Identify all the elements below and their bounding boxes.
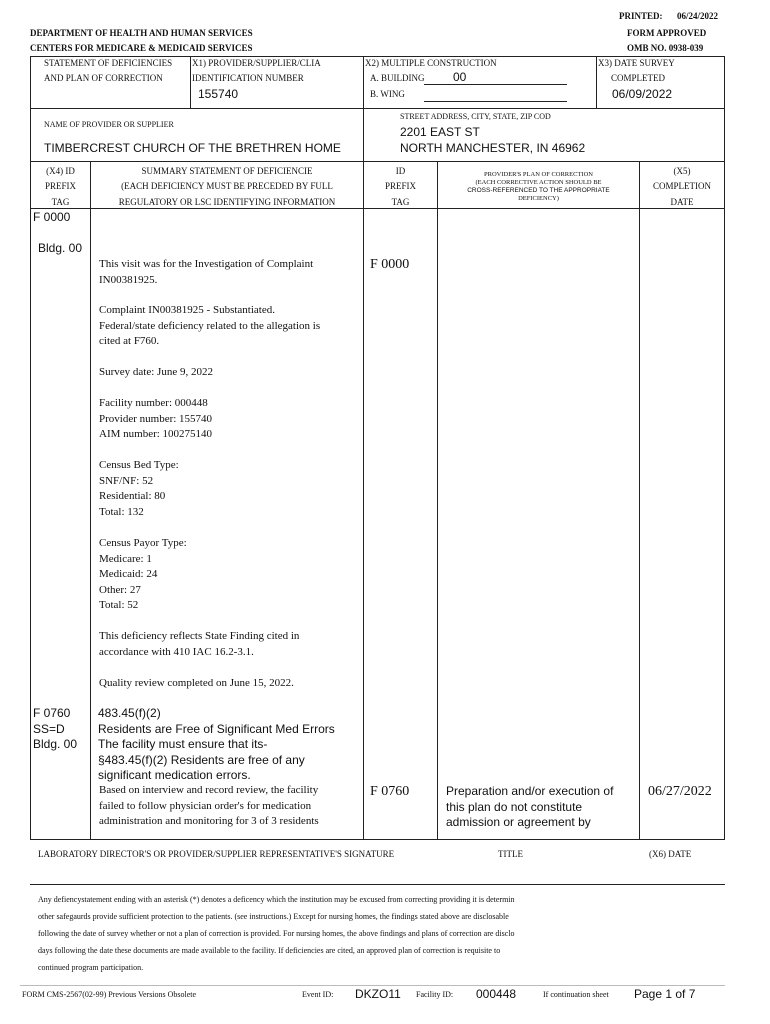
omb-number: OMB NO. 0938-039	[627, 43, 704, 53]
header-left-rule-2	[30, 108, 31, 161]
entry2-completion-date: 06/27/2022	[648, 784, 712, 799]
x1-label-1: X1) PROVIDER/SUPPLIER/CLIA	[192, 58, 321, 68]
header-top-rule	[30, 56, 725, 57]
col-rule-right	[724, 161, 725, 839]
col-rule-4	[639, 161, 640, 839]
header-left-rule	[30, 56, 31, 108]
x5-header-1: (X5)	[673, 166, 691, 176]
survey-completed-date: 06/09/2022	[612, 87, 673, 101]
x2-label: X2) MULTIPLE CONSTRUCTION	[365, 58, 497, 68]
table-bottom-rule	[30, 839, 725, 840]
entry1-paragraph-7: This deficiency reflects State Finding cited in accordance with 410 IAC 16.2-3.1.	[99, 630, 300, 658]
entry1-paragraph-6: Census Payor Type: Medicare: 1 Medicaid: 24 Other: 27 Total: 52	[99, 537, 187, 611]
entry2-tag-block: F 0760 SS=D Bldg. 00	[33, 706, 78, 751]
x3-sub-label: COMPLETED	[611, 73, 665, 83]
plan-header-4: DEFICIENCY)	[518, 195, 559, 202]
entry2-id-tag: F 0760	[370, 784, 410, 799]
agency-line2: CENTERS FOR MEDICARE & MEDICAID SERVICES	[30, 43, 253, 53]
entry1-paragraph-5: Census Bed Type: SNF/NF: 52 Residential: 80 Total: 132	[99, 459, 179, 518]
building-label: A. BUILDING	[370, 73, 425, 83]
col-rule-3	[437, 161, 438, 839]
col-rule-left	[30, 161, 31, 839]
printed-date: 06/24/2022	[677, 11, 719, 21]
x4-header-1: (X4) ID	[46, 166, 75, 176]
entry2-regulation-text: 483.45(f)(2) Residents are Free of Significant Med Errors The facility must ensure that its- §483.45(f)(2) Residents are free of any significant medication errors.	[98, 706, 335, 782]
form-number-label: FORM CMS-2567(02-99) Previous Versions Obsolete	[22, 990, 197, 999]
facility-id-label: Facility ID:	[416, 990, 454, 999]
printed-label: PRINTED:	[619, 11, 663, 21]
address-label: STREET ADDRESS, CITY, STATE, ZIP COD	[400, 112, 551, 121]
signature-rule	[30, 884, 725, 885]
id-header-3: TAG	[391, 197, 410, 207]
x1-label-2: IDENTIFICATION NUMBER	[192, 73, 304, 83]
entry1-paragraph-4: Facility number: 000448 Provider number: 155740 AIM number: 100275140	[99, 397, 213, 440]
entry1-tag: F 0000	[33, 210, 71, 224]
entry1-paragraph-2: Complaint IN00381925 - Substantiated. Federal/state deficiency related to the allegation is cited at F760.	[99, 304, 321, 347]
summary-header-2: (EACH DEFICIENCY MUST BE PRECEDED BY FULL	[121, 181, 333, 191]
address-line-1: 2201 EAST ST	[400, 125, 480, 139]
wing-underline	[424, 101, 567, 102]
entry1-paragraph-8: Quality review completed on June 15, 2022.	[99, 677, 294, 689]
header-mid-rule	[30, 108, 725, 109]
summary-header-3: REGULATORY OR LSC IDENTIFYING INFORMATION	[118, 197, 336, 207]
address-line-2: NORTH MANCHESTER, IN 46962	[400, 141, 586, 155]
title-label: TITLE	[498, 849, 523, 859]
x4-header-2: PREFIX	[44, 181, 76, 191]
id-header-2: PREFIX	[384, 181, 416, 191]
entry1-bldg: Bldg. 00	[38, 241, 83, 255]
event-id-value: DKZO11	[355, 987, 401, 1001]
plan-header-2: (EACH CORRECTIVE ACTION SHOULD BE	[475, 179, 602, 186]
form-approved: FORM APPROVED	[627, 28, 707, 38]
building-value: 00	[453, 70, 467, 84]
event-id-label: Event ID:	[302, 990, 334, 999]
facility-id-value: 000448	[476, 987, 517, 1001]
continuation-label: If continuation sheet	[543, 990, 609, 999]
id-header-1: ID	[395, 166, 406, 176]
provider-name-value: TIMBERCREST CHURCH OF THE BRETHREN HOME	[44, 141, 341, 155]
plan-header-1: PROVIDER'S PLAN OF CORRECTION	[484, 171, 593, 178]
x4-header-3: TAG	[51, 197, 70, 207]
footer-rule	[20, 985, 725, 986]
entry1-paragraph-1: This visit was for the Investigation of Complaint IN00381925.	[99, 258, 314, 286]
building-underline	[424, 84, 567, 85]
page-number: Page 1 of 7	[634, 987, 696, 1001]
x6-date-label: (X6) DATE	[649, 849, 692, 859]
entry2-plan-text: Preparation and/or execution of this plan do not constitute admission or agreement by	[446, 784, 614, 829]
x3-label: X3) DATE SURVEY	[598, 58, 675, 68]
entry2-finding-text: Based on interview and record review, the facility failed to follow physician order's for medication administration and monitoring for 3 of 3 residents	[99, 784, 319, 827]
header-divider-1	[190, 56, 191, 108]
provider-name-label: NAME OF PROVIDER OR SUPPLIER	[44, 120, 174, 129]
entry1-id-tag: F 0000	[370, 257, 410, 272]
statement-label-1: STATEMENT OF DEFICIENCIES	[44, 58, 173, 68]
provider-id-value: 155740	[198, 87, 239, 101]
entry1-paragraph-3: Survey date: June 9, 2022	[99, 366, 213, 378]
x5-header-3: DATE	[670, 197, 694, 207]
disclaimer-text: Any defiencystatement ending with an asterisk (*) denotes a deficency which the institution may be excused from correcting providing it is determin other safegaurds provide sufficient protection to the patients. (see instructions.) Except for nursing homes, the findings stated above are disclosable following the date of survey whether or not a plan of correction is provided. For nursing homes, the above findings and plans of correction are disclo days following the date these documents are made available to the facility. If deficiencies are cited, an approved plan of correction is requisite to continued program participation.	[38, 895, 515, 972]
summary-header-1: SUMMARY STATEMENT OF DEFICIENCIE	[141, 166, 313, 176]
signature-label: LABORATORY DIRECTOR'S OR PROVIDER/SUPPLIER REPRESENTATIVE'S SIGNATURE	[38, 849, 395, 859]
statement-label-2: AND PLAN OF CORRECTION	[44, 73, 163, 83]
col-rule-2	[363, 161, 364, 839]
header-bottom-rule	[30, 161, 725, 162]
col-rule-1	[90, 161, 91, 839]
col-header-rule	[30, 208, 725, 209]
wing-label: B. WING	[370, 89, 405, 99]
x5-header-2: COMPLETION	[653, 181, 711, 191]
plan-header-3: CROSS-REFERENCED TO THE APPROPRIATE	[467, 187, 610, 194]
header-divider-3	[596, 56, 597, 108]
agency-line1: DEPARTMENT OF HEALTH AND HUMAN SERVICES	[30, 28, 253, 38]
